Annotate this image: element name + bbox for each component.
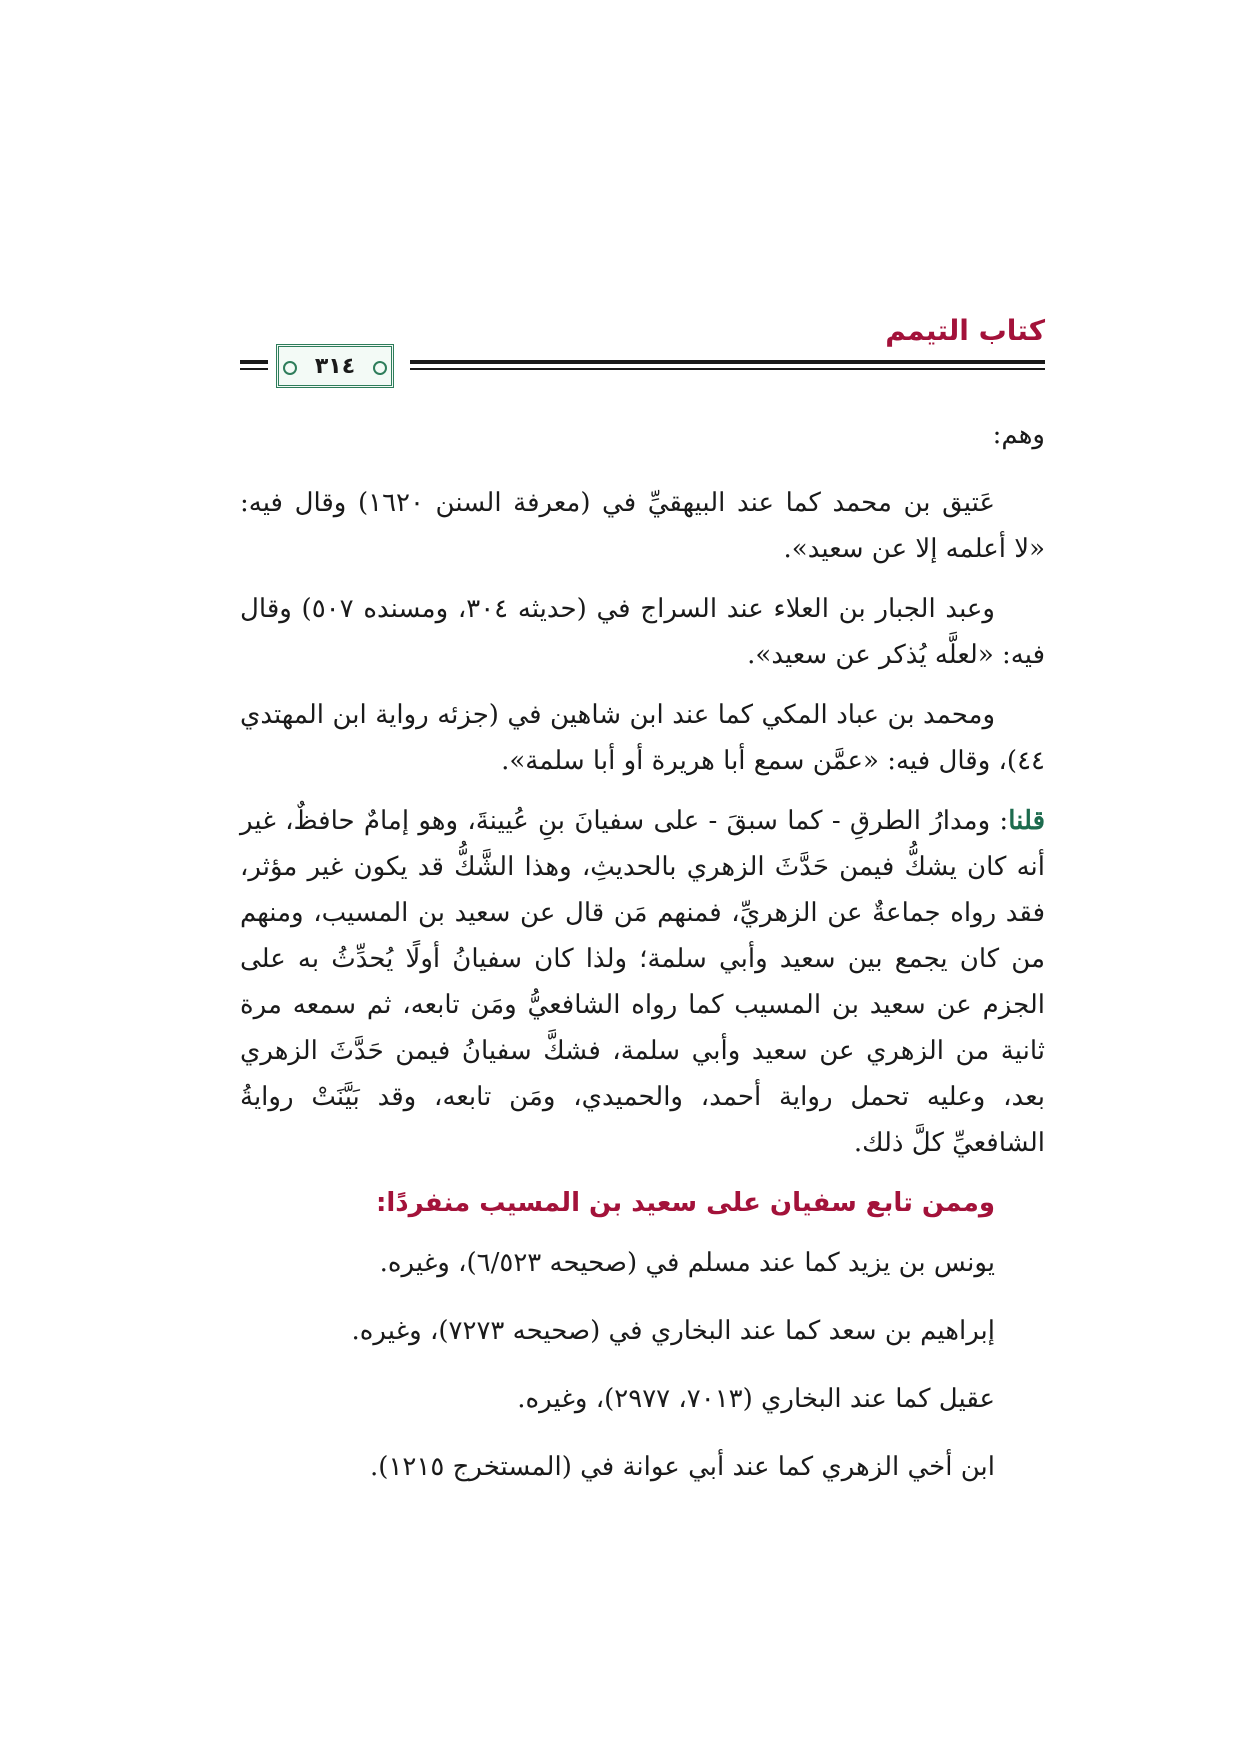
paragraph-muhammad-ibn-abbad: ومحمد بن عباد المكي كما عند ابن شاهين في (جزئه رواية ابن المهتدي ٤٤)، وقال فيه: «عمَّن سمع أبا هريرة أو أبا سلمة». xyxy=(240,700,1045,776)
list-item: إبراهيم بن سعد كما عند البخاري في (صحيحه ٧٢٧٣)، وغيره. xyxy=(351,1316,995,1346)
paragraph-abdul-jabbar: وعبد الجبار بن العلاء عند السراج في (حديثه ٣٠٤، ومسنده ٥٠٧) وقال فيه: «لعلَّه يُذكر عن سعيد». xyxy=(240,594,1045,670)
qulna-text: : ومدارُ الطرقِ - كما سبقَ - على سفيانَ بنِ عُيينةَ، وهو إمامٌ حافظٌ، غير أنه كان يشكُّ فيمن حَدَّثَ الزهري بالحديثِ، وهذا الشَّكُّ قد يكون غير مؤثر، فقد رواه جماعةٌ عن الزهريِّ، فمنهم مَن قال عن سعيد بن المسيب، ومنهم من كان يجمع بين سعيد وأبي سلمة؛ ولذا كان سفيانُ أولًا يُحدِّثُ به على الجزم عن سعيد بن المسيب كما رواه الشافعيُّ ومَن تابعه، ثم سمعه مرة ثانية من الزهري عن سعيد وأبي سلمة، فشكَّ سفيانُ فيمن حَدَّثَ الزهري بعد، وعليه تحمل رواية أحمد، والحميدي، ومَن تابعه، وقد بَيَّنَتْ روايةُ الشافعيِّ كلَّ ذلك. xyxy=(240,806,1045,1158)
header-rule-thin xyxy=(410,368,1045,370)
page-number-badge xyxy=(276,344,394,388)
book-title: كتاب التيمم xyxy=(885,314,1045,347)
intro-label: وهم: xyxy=(992,420,1045,450)
header-rule-thick xyxy=(410,360,1045,364)
header-rule-left-thick xyxy=(240,360,268,364)
header-rule-left-thin xyxy=(240,368,268,370)
paragraph-ateeq: عَتيق بن محمد كما عند البيهقيِّ في (معرفة السنن ١٦٢٠) وقال فيه: «لا أعلمه إلا عن سعيد». xyxy=(240,488,1045,564)
paragraph-qulna xyxy=(240,798,1045,1166)
page-body xyxy=(240,412,1045,1512)
list-item: ابن أخي الزهري كما عند أبي عوانة في (المستخرج ١٢١٥). xyxy=(370,1452,995,1482)
list-item: عقيل كما عند البخاري (٧٠١٣، ٢٩٧٧)، وغيره. xyxy=(517,1384,995,1414)
page-header xyxy=(240,314,1045,388)
list-item: يونس بن يزيد كما عند مسلم في (صحيحه ٦/٥٢٣)، وغيره. xyxy=(379,1248,995,1278)
section-heading: وممن تابع سفيان على سعيد بن المسيب منفردًا: xyxy=(375,1188,995,1218)
page-number: ٣١٤ xyxy=(314,353,356,379)
qulna-label: قلنا xyxy=(1008,806,1045,836)
